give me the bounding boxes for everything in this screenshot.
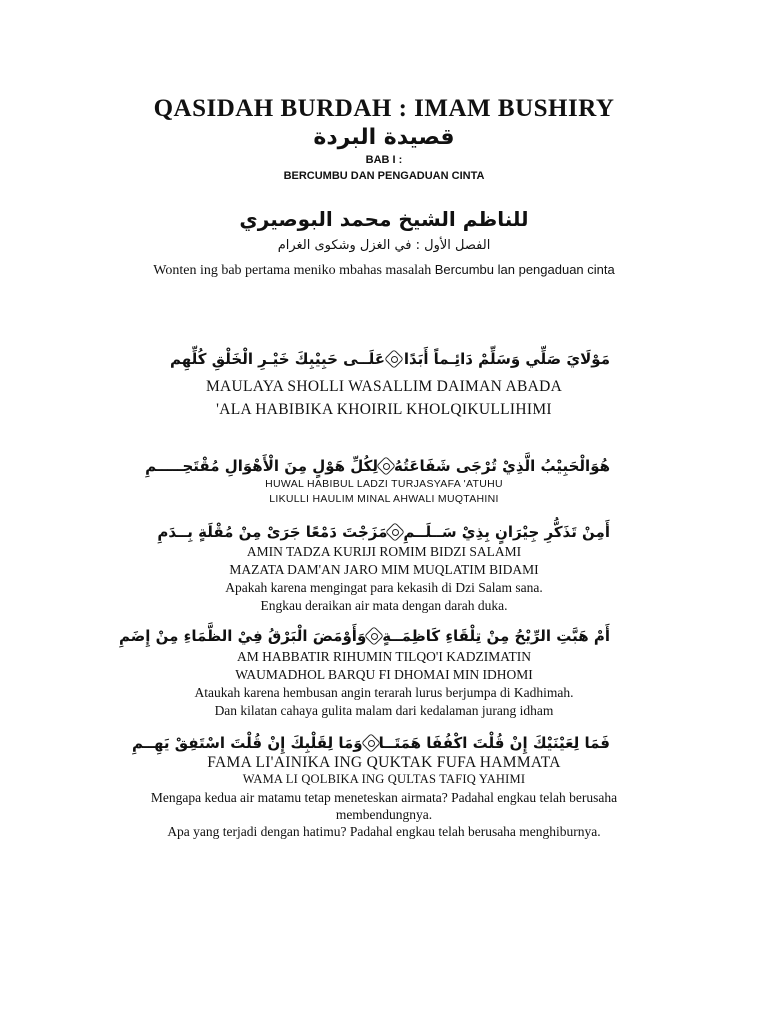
verse-5-translation-2: Apa yang terjadi dengan hatimu? Padahal engkau telah berusaha menghiburnya. [167, 824, 601, 839]
verse-3-translation-2: Engkau deraikan air mata dengan darah duka. [260, 598, 508, 613]
verse-5-arabic-right: فَمَا لِعَيْنَيْكَ إِنْ قُلْتَ اكْفُفَا هَمَتَــا [378, 734, 610, 752]
verse-1-arabic [170, 345, 610, 373]
ornament-diamond-icon [387, 524, 403, 540]
verse-4-arabic-left: وَأَوْمَضَ الْبَرْقُ فِيْ الظَّمَاءِ مِنْ إِضَمِ [119, 627, 367, 645]
verse-3-arabic-left: مَزَجْتَ دَمْعًا جَرَىْ مِنْ مُقْلَةٍ بِــدَمِ [157, 523, 388, 541]
verse-4-translation-1: Ataukah karena hembusan angin terarah lurus berjumpa di Kadhimah. [194, 685, 574, 700]
verse-4-arabic-right: أَمْ هَبَّتِ الرِّيْحُ مِنْ تِلْقَاءِ كَاظِمَــةٍ [382, 627, 610, 645]
intro-tail: Bercumbu lan pengaduan cinta [434, 262, 615, 277]
verse-1-arabic-left: عَلَــى حَبِيْبِكَ خَيْـرِ الْخَلْقِ كُلِّهِم [170, 350, 385, 368]
verse-4-latin-2: WAUMADHOL BARQU FI DHOMAI MIN IDHOMI [235, 667, 533, 682]
verse-5-arabic [131, 729, 610, 757]
bab-label: BAB I : [365, 154, 403, 166]
arabic-title: قصيدة البردة [313, 125, 455, 150]
author-arabic: للناظم الشيخ محمد البوصيري [239, 207, 529, 231]
page-title: QASIDAH BURDAH : IMAM BUSHIRY [153, 95, 615, 122]
ornament-diamond-icon [363, 735, 379, 751]
verse-3-translation-1: Apakah karena mengingat para kekasih di Dzi Salam sana. [225, 580, 543, 595]
verse-2-latin-2: LIKULLI HAULIM MINAL AHWALI MUQTAHINI [269, 493, 499, 505]
verse-5-translation-1: Mengapa kedua air matamu tetap meneteskan airmata? Padahal engkau telah berusaha [150, 790, 618, 805]
verse-3-latin-1: AMIN TADZA KURIJI ROMIM BIDZI SALAMI [246, 544, 522, 559]
intro-text [0, 262, 768, 279]
verse-2-arabic [145, 452, 610, 480]
verse-4-translation-2: Dan kilatan cahaya gulita malam dari kedalaman jurang idham [214, 703, 554, 718]
verse-5-arabic-left: وَمَا لِقَلْبِكَ إِنْ قُلْتَ اسْتَفِقْ يَهِــمِ [131, 734, 363, 752]
ornament-diamond-icon [386, 351, 402, 367]
verse-5-latin-2: WAMA LI QOLBIKA ING QULTAS TAFIQ YAHIMI [242, 772, 526, 786]
verse-2-latin-1: HUWAL HABIBUL LADZI TURJASYAFA 'ATUHU [265, 478, 503, 490]
ornament-diamond-icon [378, 458, 394, 474]
verse-5-latin-1: FAMA LI'AINIKA ING QUKTAK FUFA HAMMATA [207, 754, 561, 771]
bab-subtitle: BERCUMBU DAN PENGADUAN CINTA [283, 170, 485, 182]
verse-3-arabic-right: أَمِنْ تَذَكُّرِ جِيْرَانٍ بِذِيْ سَــلَــمِ [403, 523, 610, 541]
verse-1-latin-2: 'ALA HABIBIKA KHOIRIL KHOLQIKULLIHIMI [216, 401, 552, 418]
intro-main: Wonten ing bab pertama meniko mbahas masalah [153, 263, 435, 278]
verse-1-arabic-right: مَوْلَايَ صَلِّي وَسَلِّمْ دَائِـماً أَبَدًا [403, 350, 610, 368]
verse-5-translation-1b: membendungnya. [335, 807, 433, 822]
verse-3-latin-2: MAZATA DAM'AN JARO MIM MUQLATIM BIDAMI [229, 562, 539, 577]
ornament-diamond-icon [366, 628, 382, 644]
verse-4-arabic [119, 622, 610, 650]
verse-3-arabic [157, 518, 610, 546]
chapter-arabic: الفصل الأول : في الغزل وشكوى الغرام [277, 238, 491, 253]
verse-1-latin-1: MAULAYA SHOLLI WASALLIM DAIMAN ABADA [205, 378, 563, 395]
verse-2-arabic-right: هُوَالْحَبِيْبُ الَّذِيْ تُرْجَى شَفَاعَتُهُ [394, 457, 610, 475]
verse-2-arabic-left: لِكُلِّ هَوْلٍ مِنَ الْأَهْوَالِ مُقْتَحِـــــمِ [145, 457, 379, 475]
verse-4-latin-1: AM HABBATIR RIHUMIN TILQO'I KADZIMATIN [237, 649, 531, 664]
